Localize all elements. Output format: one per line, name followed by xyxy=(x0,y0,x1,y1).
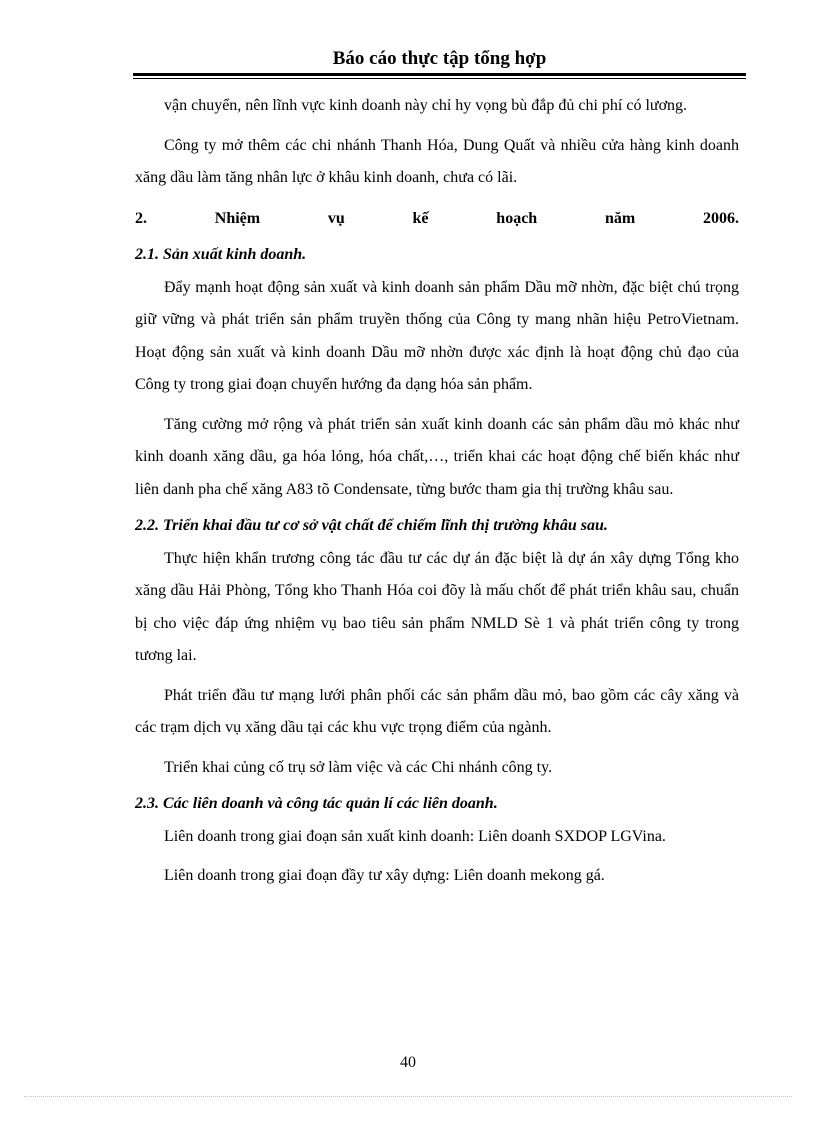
paragraph-1: vận chuyển, nên lĩnh vực kinh doanh này chỉ hy vọng bù đắp đủ chi phí có lương. xyxy=(164,97,688,114)
section-heading-word: 2006. xyxy=(702,209,739,227)
paragraph-7: Triển khai củng cố trụ sở làm việc và các Chi nhánh công ty. xyxy=(164,758,553,776)
header-rule-thick xyxy=(133,73,746,76)
section-heading-word: hoạch xyxy=(496,209,538,227)
page-bottom-dotted-border xyxy=(24,1096,792,1097)
document-body xyxy=(135,90,739,893)
section-heading-2 xyxy=(135,203,739,236)
section-heading-word: kế xyxy=(412,209,429,227)
section-heading-word: năm xyxy=(604,209,636,227)
paragraph-6: Phát triển đầu tư mạng lưới phân phối các sản phẩm dầu mỏ, bao gồm các cây xăng và các trạm dịch vụ xăng dầu tại các khu vực trọng điểm của ngành. xyxy=(135,686,739,736)
subsection-heading-2-3: 2.3. Các liên doanh và công tác quản lí các liên doanh. xyxy=(135,795,498,812)
paragraph-9: Liên doanh trong giai đoạn đầy tư xây dựng: Liên doanh mekong gá. xyxy=(164,867,605,884)
paragraph-8: Liên doanh trong giai đoạn sản xuất kinh doanh: Liên doanh SXDOP LGVina. xyxy=(164,827,666,845)
page-header-title: Báo cáo thực tập tổng hợp xyxy=(332,48,547,69)
section-heading-word: Nhiệm xyxy=(214,209,261,227)
section-heading-word: vụ xyxy=(327,209,345,227)
paragraph-3: Đẩy mạnh hoạt động sản xuất và kinh doanh sản phẩm Dầu mỡ nhờn, đặc biệt chú trọng giữ vững và phát triển sản phẩm truyền thống của Công ty mang nhãn hiệu PetroVietnam. Hoạt động sản xuất và kinh doanh Dầu mỡ nhờn được xác định là hoạt động chủ đạo của Công ty trong giai đoạn chuyển hướng đa dạng hóa sản phẩm. xyxy=(135,278,739,393)
paragraph-2: Công ty mở thêm các chi nhánh Thanh Hóa, Dung Quất và nhiều cửa hàng kinh doanh xăng dầu làm tăng nhân lực ở khâu kinh doanh, chưa có lãi. xyxy=(135,136,739,186)
subsection-heading-2-2: 2.2. Triển khai đầu tư cơ sở vật chất để chiếm lĩnh thị trường khâu sau. xyxy=(135,517,608,534)
paragraph-4: Tăng cường mở rộng và phát triển sản xuất kinh doanh các sản phẩm dầu mỏ khác như kinh doanh xăng dầu, ga hóa lỏng, hóa chất,…, triển khai các hoạt động chế biến khác như liên danh pha chế xăng A83 tõ Condensate, từng bước tham gia thị trường khâu sau. xyxy=(135,415,739,498)
paragraph-5: Thực hiện khẩn trương công tác đầu tư các dự án đặc biệt là dự án xây dựng Tổng kho xăng dầu Hải Phòng, Tổng kho Thanh Hóa coi đõy là mấu chốt để phát triển khâu sau, chuẩn bị cho việc đáp ứng nhiệm vụ bao tiêu sản phẩm NMLD Sè 1 và phát triển công ty trong tương lai. xyxy=(135,549,739,664)
page-number: 40 xyxy=(400,1054,416,1071)
header-rule-thin xyxy=(133,78,746,79)
section-heading-number: 2. xyxy=(135,209,147,227)
subsection-heading-2-1: 2.1. Sản xuất kinh doanh. xyxy=(135,246,307,263)
